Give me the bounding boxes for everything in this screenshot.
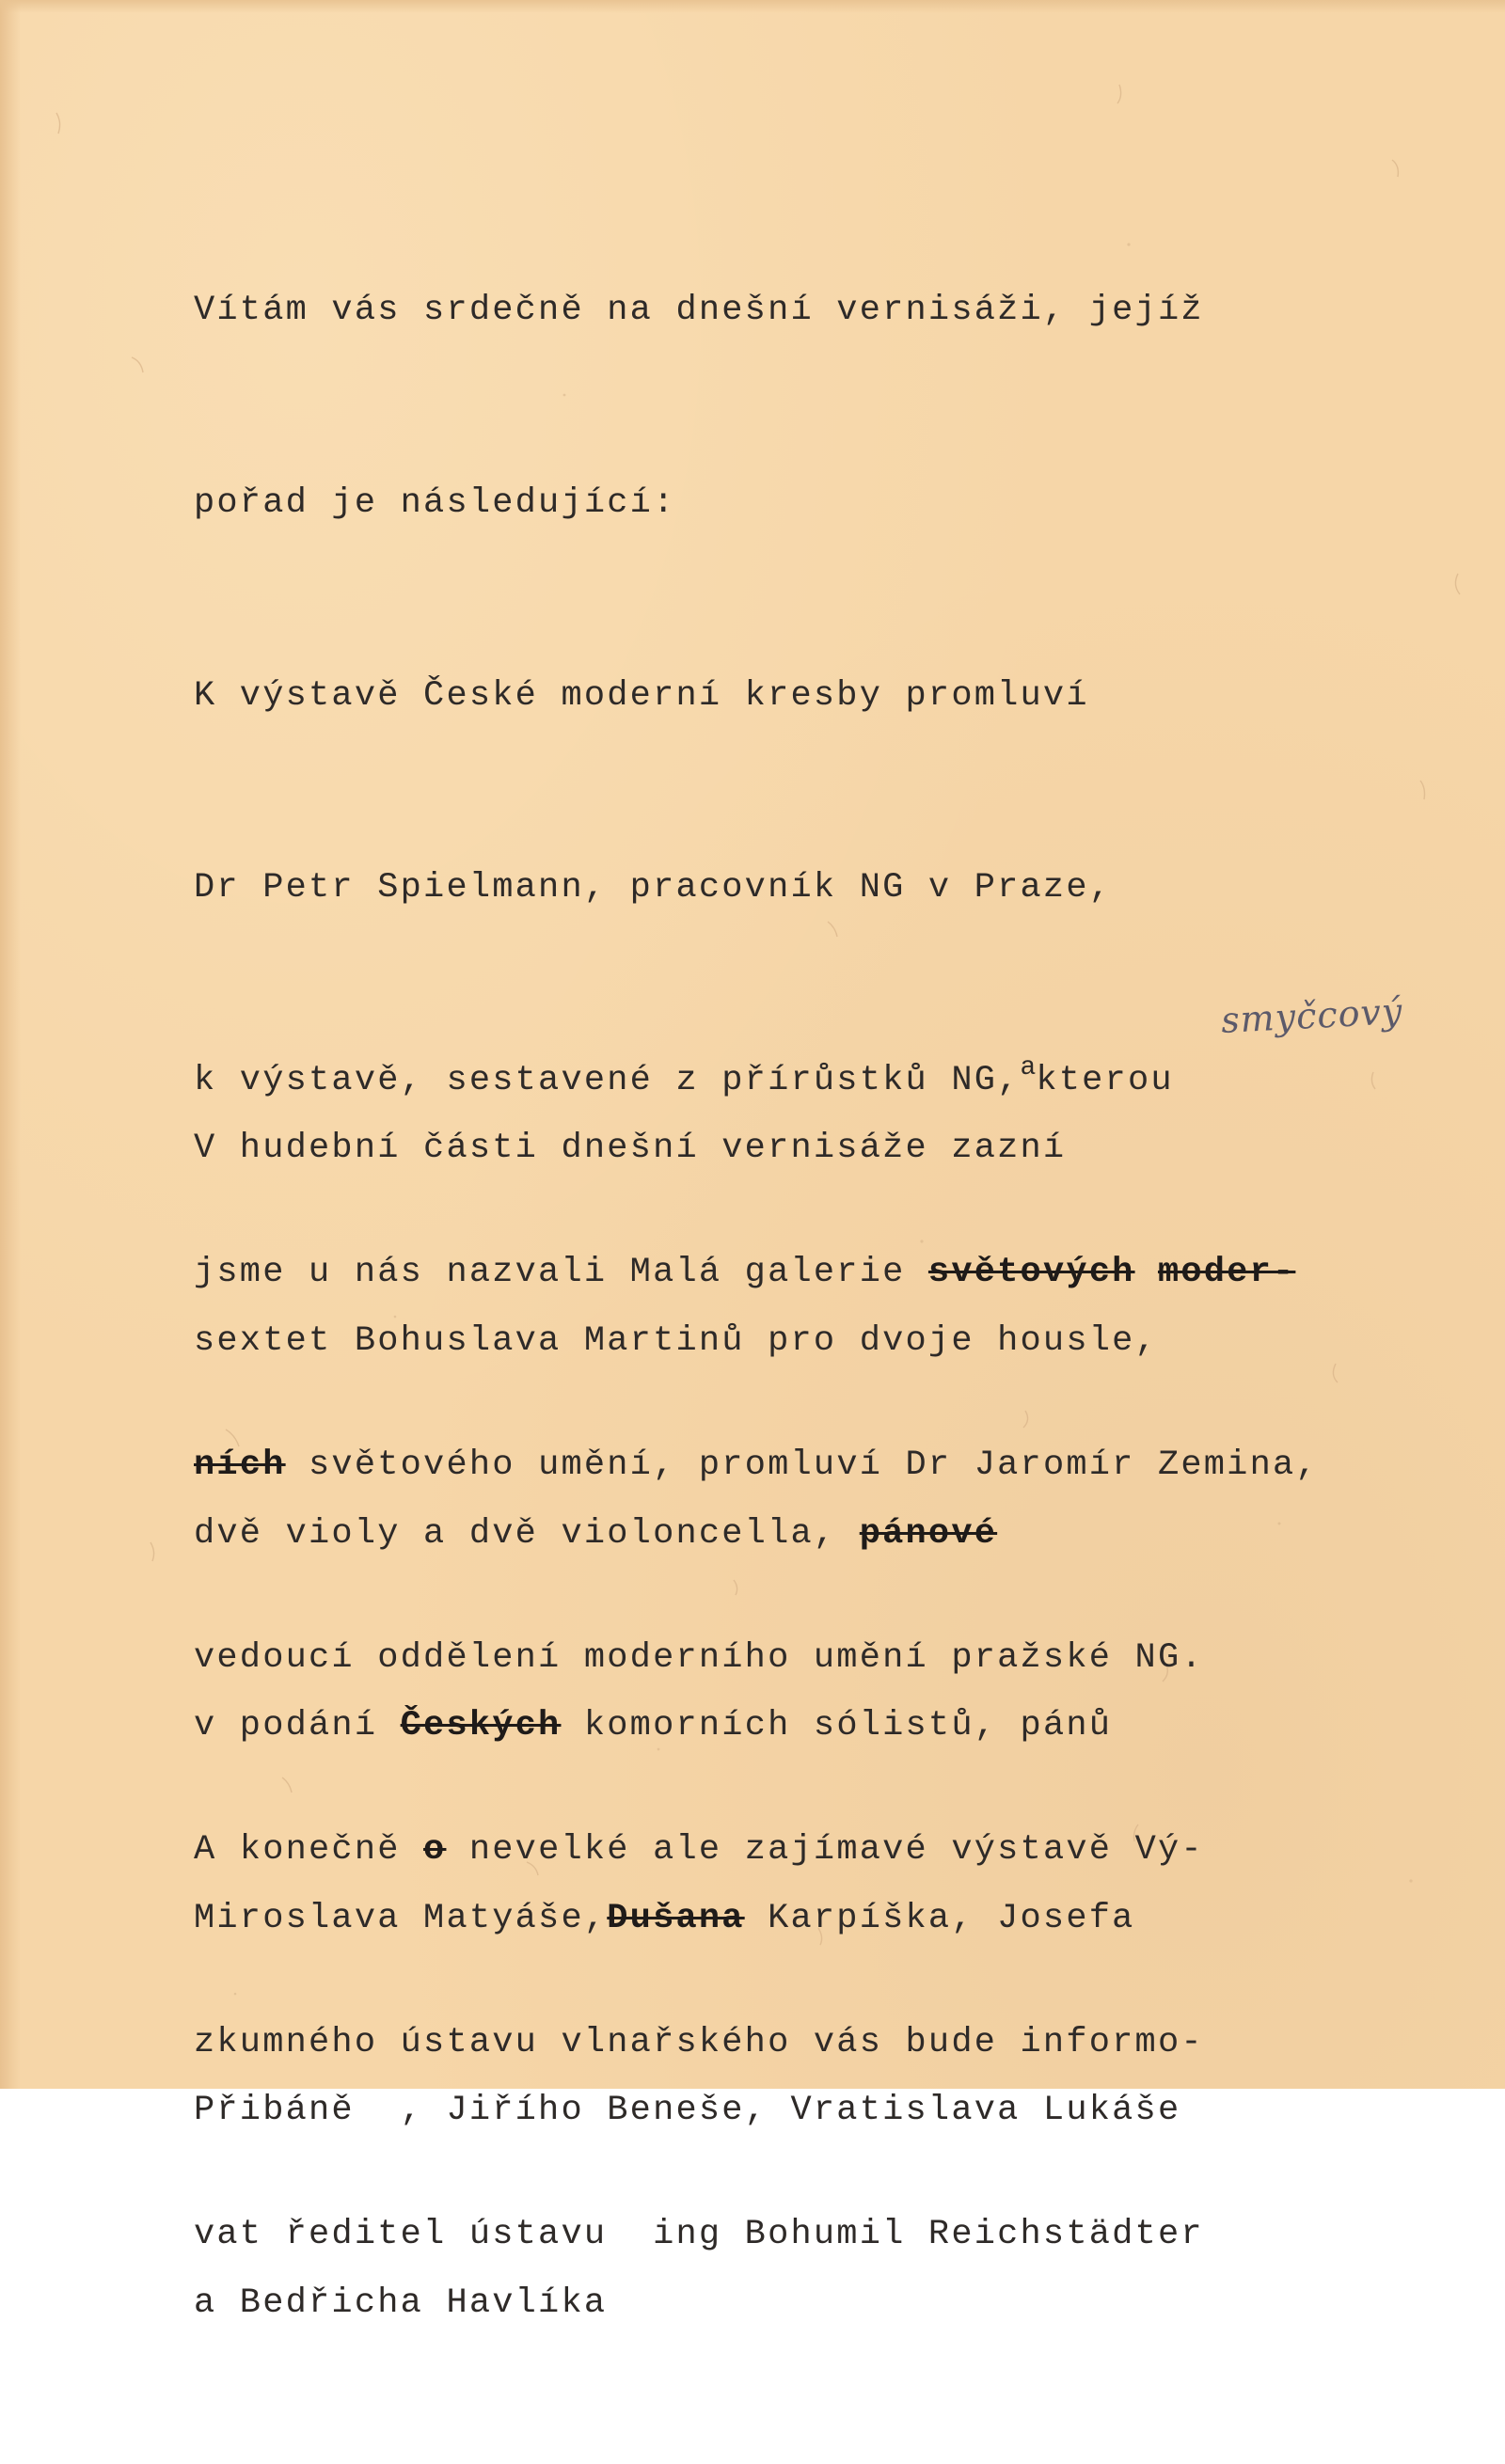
text-line: Přibáně , Jiřího Beneše, Vratislava Lukáše: [194, 2091, 1181, 2131]
text-fragment: jsme u nás nazvali Malá galerie: [194, 1253, 906, 1293]
text-fragment: Karpíška, Josefa: [768, 1898, 1135, 1938]
text-line: pořad je následující:: [194, 483, 676, 523]
text-line: sextet Bohuslava Martinů pro dvoje housle,: [194, 1321, 1158, 1361]
text-line: K výstavě České moderní kresby promluví: [194, 675, 1089, 716]
text-line: vat ředitel ústavu ing Bohumil Reichstädter: [194, 2215, 1204, 2255]
struck-word: o: [423, 1830, 447, 1871]
text-fragment: nevelké ale zajímavé výstavě Vý-: [468, 1830, 1204, 1871]
text-fragment: Miroslava Matyáše,: [194, 1898, 608, 1938]
struck-word: pánové: [859, 1513, 998, 1554]
text-fragment: světového umění, promluví Dr Jaromír Zemina,: [309, 1445, 1319, 1485]
text-line: [194, 1694, 1180, 1758]
text-fragment: v podání: [194, 1706, 378, 1746]
text-line: vedoucí oddělení moderního umění pražské NG.: [194, 1637, 1204, 1678]
struck-word: moder-: [1157, 1253, 1296, 1293]
struck-word: světových: [927, 1253, 1135, 1293]
text-line: Vítám vás srdečně na dnešní vernisáži, jejíž: [194, 291, 1204, 331]
struck-word: Dušana: [607, 1898, 745, 1938]
text-line: [194, 1887, 1180, 1951]
text-fragment: kterou: [1036, 1060, 1174, 1100]
text-line: V hudební části dnešní vernisáže zazní: [194, 1129, 1067, 1169]
handwritten-note: smyčcový: [1219, 989, 1404, 1042]
text-line: a Bedřicha Havlíka: [194, 2282, 608, 2323]
text-line: zkumného ústavu vlnařského vás bude informo-: [194, 2022, 1204, 2062]
struck-word: ních: [194, 1445, 286, 1485]
struck-word: Českých: [400, 1706, 562, 1746]
text-line: Dr Petr Spielmann, pracovník NG v Praze,: [194, 868, 1113, 908]
text-fragment: A konečně: [194, 1830, 401, 1871]
text-line: [194, 1502, 1180, 1566]
text-fragment: komorních sólistů, pánů: [583, 1706, 1113, 1746]
text-fragment: dvě violy a dvě violoncella,: [194, 1513, 837, 1554]
text-fragment: k výstavě, sestavené z přírůstků NG,: [194, 1060, 1021, 1100]
paragraph-music: [194, 988, 1180, 2464]
inserted-letter: a: [1020, 1052, 1037, 1082]
